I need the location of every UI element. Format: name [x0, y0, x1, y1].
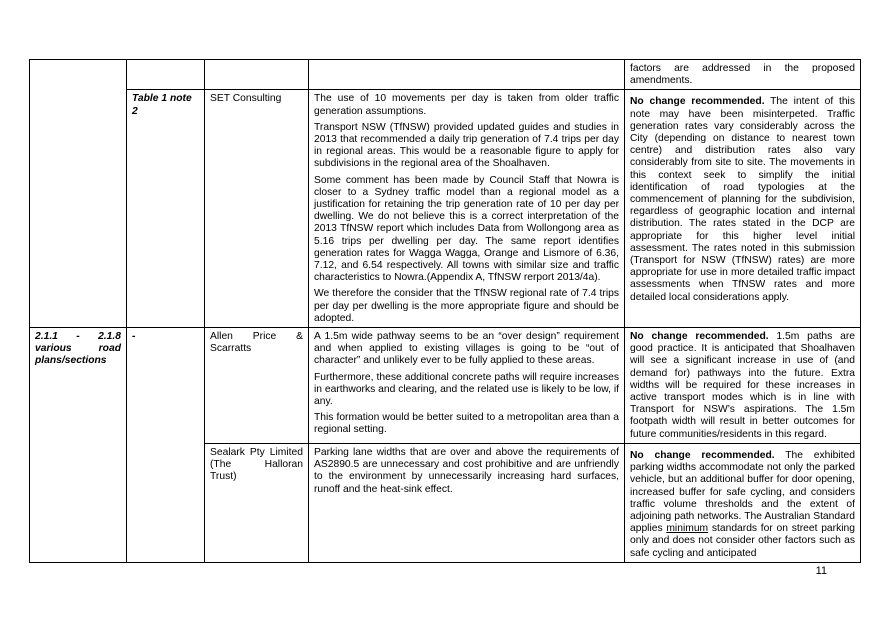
comment-cell	[309, 60, 625, 90]
table-row	[30, 328, 861, 444]
submitter-cell	[205, 328, 309, 444]
reference-label: -	[132, 331, 136, 343]
submitter-name: (The Halloran	[210, 459, 303, 471]
page-number: 11	[815, 565, 827, 577]
response-text	[630, 331, 855, 441]
comment-paragraph: Parking lane widths that are over and above the requirements of AS2890.5 are unnecessary and cost prohibitive and are unfriendly to the environment by unnecessarily increasing hard surfaces, runoff and the heat-sink effect.	[314, 446, 619, 495]
response-body: 1.5m paths are good practice. It is anticipated that Shoalhaven will see a significant increase in use of (and demand for) pathways into the future. Extra widths will be required for these increases in active transport modes which is in line with Transport for NSW’s aspirations. The 1.5m footpath width will result in better outcomes for future communities/residents in this regard.	[630, 331, 855, 440]
response-body: standards for on street parking only and does not consider other factors such as safe cycling and anticipated	[630, 523, 855, 559]
section-label: 2.1.1 - 2.1.8	[35, 331, 121, 343]
submitter-name: Trust)	[210, 471, 237, 483]
submitter-name: SET Consulting	[210, 93, 282, 105]
submissions-table	[29, 59, 861, 563]
submitter-cell	[205, 443, 309, 562]
reference-cell	[127, 328, 205, 563]
recommendation-label: No change recommended.	[630, 331, 769, 343]
response-cell	[625, 90, 861, 328]
comment-cell	[309, 443, 625, 562]
reference-label: Table 1 note 2	[132, 93, 192, 117]
comment-paragraph: We therefore the consider that the TfNSW regional rate of 7.4 trips per day per dwelling is the more appropriate figure and should be adopted.	[314, 288, 619, 324]
section-label: plans/sections	[35, 355, 107, 367]
response-body: The exhibited parking widths accommodate not only the parked vehicle, but an additional buffer for door opening, increased buffer for safe cycling, and considers traffic volume thresholds and the extent of adjoining path networks. The Australian Standard applies	[630, 449, 855, 535]
submitter-cell	[205, 60, 309, 90]
section-cell	[30, 60, 127, 328]
comment-cell	[309, 328, 625, 444]
submitter-name: Scarratts	[210, 343, 252, 355]
response-body: The intent of this note may have been misinterpeted. Traffic generation rates vary considerably across the City (depending on distance to nearest town centre) and distribution rates also vary considerably from site to site. The movements in this context seek to simplify the initial identification of road typologies at the commencement of planning for the subdivision, regardless of geographic location and internal distribution. The rates stated in the DCP are appropriate for this higher level initial assessment. The rates noted in this submission (Transport for NSW (TfNSW) rates) are more appropriate for use in more detailed traffic impact assessments when TfNSW rates and more detailed local considerations apply.	[630, 96, 855, 303]
comment-paragraph: Some comment has been made by Council Staff that Nowra is closer to a Sydney traffic model than a regional model as a justification for retaining the trip generation rate of 10 per day per dwelling. We do not believe this is a correct interpretation of the 2013 TfNSW report which includes Data from Wollongong area as 5.16 trips per dwelling per day. The same report identifies generation rates for Wagga Wagga, Orange and Lismore of 6.36, 7.12, and 6.54 respectively. All towns with similar size and traffic characteristics to Nowra.(Appendix A, TfNSW rerport 2013/4a).	[314, 174, 619, 284]
recommendation-label: No change recommended.	[630, 96, 765, 108]
reference-cell	[127, 90, 205, 328]
comment-paragraph: The use of 10 movements per day is taken from older traffic generation assumptions.	[314, 93, 619, 117]
reference-cell	[127, 60, 205, 90]
response-cell	[625, 443, 861, 562]
response-cell	[625, 328, 861, 444]
section-label: various road	[35, 343, 121, 355]
comment-paragraph: Furthermore, these additional concrete paths will require increases in earthworks and clearing, and the related use is likely to be low, if any.	[314, 371, 619, 408]
comment-paragraph: This formation would be better suited to a metropolitan area than a regional setting.	[314, 412, 619, 436]
table-row	[30, 90, 861, 328]
comment-paragraph: Transport NSW (TfNSW) provided updated guides and studies in 2013 that recommended a daily trip generation of 7.4 trips per day in regional areas. This would be a reasonable figure to apply for subdivisions in the regional area of the Shoalhaven.	[314, 121, 619, 170]
response-cell	[625, 60, 861, 90]
recommendation-label: No change recommended.	[630, 449, 775, 461]
section-cell	[30, 328, 127, 563]
submitter-cell	[205, 90, 309, 328]
comment-cell	[309, 90, 625, 328]
table-row	[30, 60, 861, 90]
response-text	[630, 96, 855, 303]
submitter-name: Sealark Pty Limited	[210, 446, 303, 458]
comment-paragraph: A 1.5m wide pathway seems to be an “over design” requirement and when applied to existing villages is going to be “out of character” and unlikely ever to be fully applied to these areas.	[314, 331, 619, 367]
response-text: factors are addressed in the proposed amendments.	[630, 63, 855, 87]
response-text	[630, 450, 855, 560]
underlined-word: minimum	[666, 523, 709, 535]
submitter-name: Allen Price &	[210, 331, 303, 343]
